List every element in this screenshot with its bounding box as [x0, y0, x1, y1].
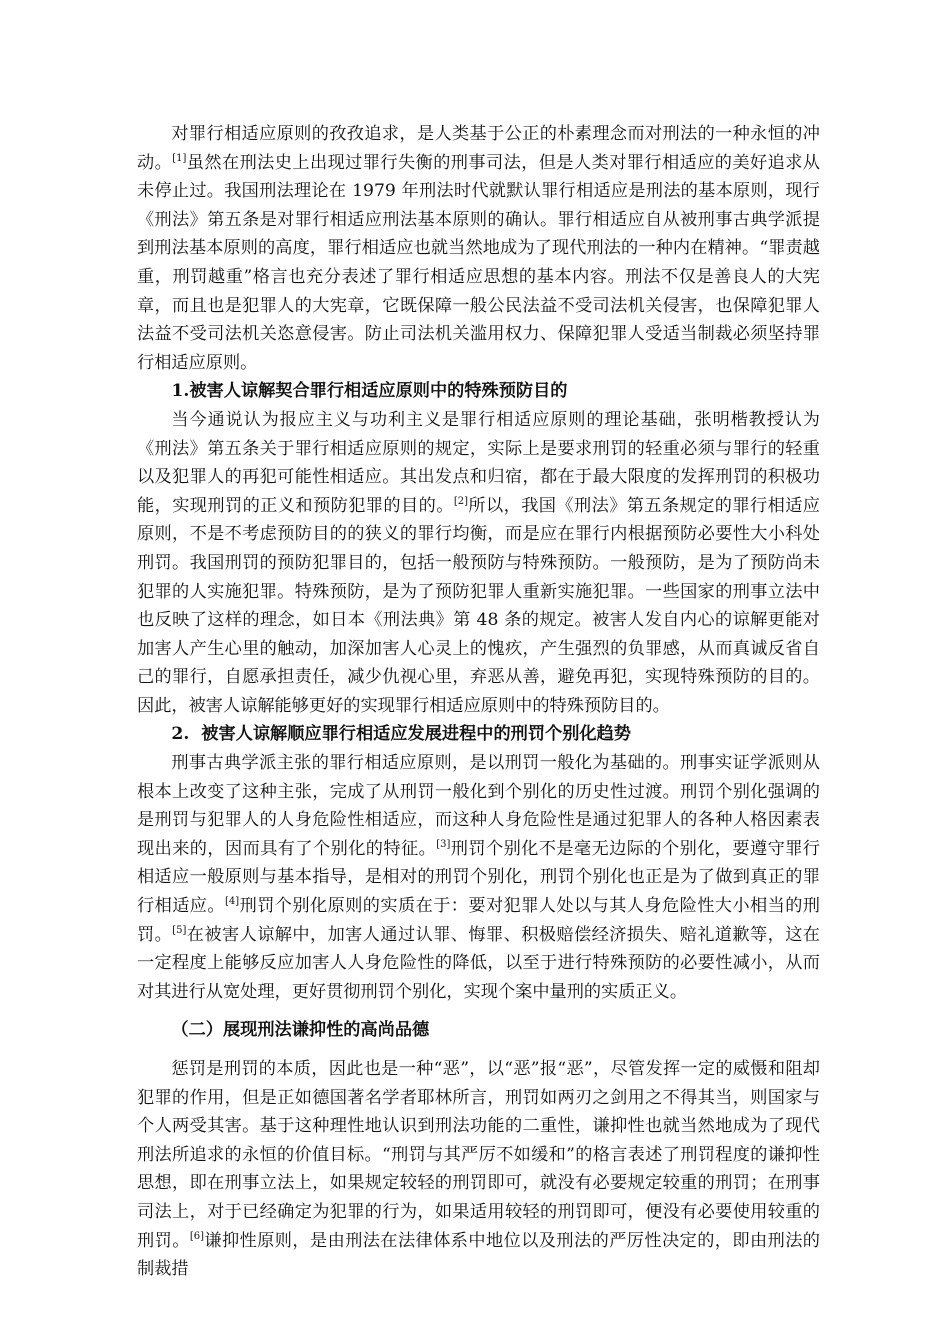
section-title: （二）展现刑法谦抑性的高尚品德 — [171, 1020, 430, 1041]
paragraph-text: 当今通说认为报应主义与功利主义是罪行相适应原则的理论基础，张明楷教授认为《刑法》第五条关于罪行相适应原则的规定，实际上是要求刑罚的轻重必须与罪行的轻重以及犯罪人的再犯可能性相适应。其出发点和归宿，都在于最大限度的发挥刑罚的积极功能，实现刑罚的正义和预防犯罪的目的。 — [137, 409, 820, 516]
paragraph-4 — [137, 1055, 820, 1284]
paragraph-text: 对罪行相适应原则的孜孜追求，是人类基于公正的朴素理念而对刑法的一种永恒的冲动。 — [137, 124, 820, 173]
paragraph-text: 刑罚个别化原则的实质在于：要对犯罪人处以与其人身危险性大小相当的刑罚。 — [137, 896, 820, 945]
citation-6: [6] — [189, 1230, 204, 1242]
paragraph-3 — [137, 749, 820, 1006]
paragraph-text: 刑事古典学派主张的罪行相适应原则，是以刑罚一般化为基础的。刑事实证学派则从根本上改变了这种主张，完成了从刑罚一般化到个别化的历史性过渡。刑罚个别化强调的是刑罚与犯罪人的人身危险性相适应，而这种人身危险性是通过犯罪人的各种人格因素表现出来的，因而具有了个别化的特征。 — [137, 753, 820, 859]
paragraph-text: 惩罚是刑罚的本质，因此也是一种“恶”，以“恶”报“恶”，尽管发挥一定的威慑和阻却犯罪的作用，但是正如德国著名学者耶林所言，刑罚如两刃之剑用之不得其当，则国家与个人两受其害。基于这种理性地认识到刑法功能的二重性，谦抑性也就当然地成为了现代刑法所追求的永恒的价值目标。“刑罚与其严厉不如缓和”的格言表述了刑罚程度的谦抑性思想，即在刑事立法上，如果规定较轻的刑罚即可，就没有必要规定较重的刑罚；在刑事司法上，对于已经确定为犯罪的行为，如果适用较轻的刑罚即可，便没有必要使用较重的刑罚。 — [137, 1059, 820, 1251]
paragraph-2 — [137, 406, 820, 721]
citation-5: [5] — [172, 924, 187, 936]
paragraph-text: 在被害人谅解中，加害人通过认罪、悔罪、积极赔偿经济损失、赔礼道歉等，这在一定程度上能够反应加害人人身危险性的降低，以至于进行特殊预防的必要性减小，从而对其进行从宽处理，更好贯彻刑罚个别化，实现个案中量刑的实质正义。 — [137, 924, 820, 1002]
document-body — [137, 120, 820, 1284]
paragraph-text: 虽然在刑法史上出现过罪行失衡的刑事司法，但是人类对罪行相适应的美好追求从未停止过。我国刑法理论在 1979 年刑法时代就默认罪行相适应是刑法的基本原则，现行《刑法》第五条是对罪行相适应刑法基本原则的确认。罪行相适应自从被刑事古典学派提到刑法基本原则的高度，罪行相适应也就当然地成为了现代刑法的一种内在精神。“罪责越重，刑罚越重”格言也充分表述了罪行相适应思想的基本内容。刑法不仅是善良人的大宪章，而且也是犯罪人的大宪章，它既保障一般公民法益不受司法机关侵害，也保障犯罪人法益不受司法机关恣意侵害。防止司法机关滥用权力、保障犯罪人受适当制裁必须坚持罪行相适应原则。 — [137, 152, 820, 373]
citation-3: [3] — [436, 838, 451, 850]
subheading-1: 1.被害人谅解契合罪行相适应原则中的特殊预防目的 — [171, 381, 568, 402]
citation-2: [2] — [453, 495, 468, 507]
paragraph-1 — [137, 120, 820, 377]
paragraph-text: 刑罚个别化不是毫无边际的个别化，要遵守罪行相适应一般原则与基本指导，是相对的刑罚个别化，刑罚个别化也正是为了做到真正的罪行相适应。 — [137, 838, 820, 917]
paragraph-text: 所以，我国《刑法》第五条规定的罪行相适应原则，不是不考虑预防目的的狭义的罪行均衡，而是应在罪行内根据预防必要性大小科处刑罚。我国刑罚的预防犯罪目的，包括一般预防与特殊预防。一般预防，是为了预防尚未犯罪的人实施犯罪。特殊预防，是为了预防犯罪人重新实施犯罪。一些国家的刑事立法中也反映了这样的理念，如日本《刑法典》第 48 条的规定。被害人发自内心的谅解更能对加害人产生心里的触动，加深加害人心灵上的愧疚，产生强烈的负罪感，从而真诚反省自己的罪行，自愿承担责任，减少仇视心里，弃恶从善，避免再犯，实现特殊预防的目的。因此，被害人谅解能够更好的实现罪行相适应原则中的特殊预防目的。 — [137, 495, 820, 716]
citation-1: [1] — [172, 152, 187, 164]
citation-4: [4] — [225, 896, 240, 908]
paragraph-text: 谦抑性原则，是由刑法在法律体系中地位以及刑法的严厉性决定的，即由刑法的制裁措 — [137, 1230, 820, 1280]
subheading-2: 2. 被害人谅解顺应罪行相适应发展进程中的刑罚个别化趋势 — [171, 724, 631, 745]
